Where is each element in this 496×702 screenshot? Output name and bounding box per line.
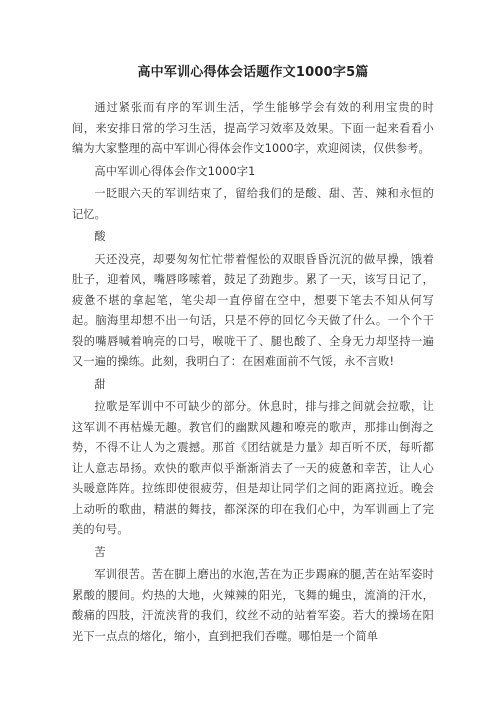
- section-text-sweet: 拉歌是军训中不可缺少的部分。休息时，排与排之间就会拉歌，让这军训不再枯燥无趣。教官们的幽默风趣和嘹亮的歌声，那排山倒海之势，不得不让人为之震撼。那首《团结就是力量》却百听不厌，每听都让人意志昂扬。欢快的歌声似乎渐渐消去了一天的疲惫和幸苦，让人心头暖意阵阵。拉练即使很疲劳，但是却让同学们之间的距离拉近。晚会上动听的歌曲，精湛的舞技，都深深的印在我们心中，为军训画上了完美的句号。: [72, 400, 434, 536]
- section-heading-sweet: 甜: [94, 377, 106, 391]
- section-heading-bitter: 苦: [94, 545, 106, 559]
- section-text-sour: 天还没亮，却要匆匆忙忙带着惺忪的双眼昏昏沉沉的做早操，饿着肚子，迎着风，嘴唇哆嗦着，鼓足了劲跑步。累了一天，该写日记了，疲惫不堪的拿起笔，笔尖却一直停留在空中，想要下笔去不知从何写起。脑海里却想不出一句话，只是不停的回忆今天做了什么。一个个干裂的嘴唇喊着响亮的口号，喉咙干了、腿也酸了、全身无力却坚持一遍又一遍的操练。此刻，我明白了：在困难面前不气馁，永不言败!: [72, 252, 434, 368]
- section-text-bitter: 军训很苦。苦在脚上磨出的水泡,苦在为正步踢麻的腿,苦在站军姿时累酸的腰间。灼热的大地，火辣辣的阳光，飞舞的蝇虫，流淌的汗水，酸痛的四肢，汗流浃背的我们，纹丝不动的站着军姿。若大的操场在阳光下一点点的熔化，缩小，直到把我们吞噬。哪怕是一个简单: [72, 568, 434, 643]
- section-heading-sour: 酸: [94, 230, 106, 243]
- document-title: 高中军训心得体会话题作文1000字5篇: [137, 65, 369, 80]
- opening-paragraph: 一眨眼六天的军训结束了，留给我们的是酸、甜、苦、辣和永恒的记忆。: [72, 187, 434, 221]
- essay-title: 高中军训心得体会作文1000字1: [94, 164, 256, 178]
- intro-paragraph: 通过紧张而有序的军训生活，学生能够学会有效的利用宝贵的时间，来安排日常的学习生活，提高学习效率及效果。下面一起来看看小编为大家整理的高中军训心得体会作文1000字，欢迎阅读，仅供参考。: [72, 101, 434, 155]
